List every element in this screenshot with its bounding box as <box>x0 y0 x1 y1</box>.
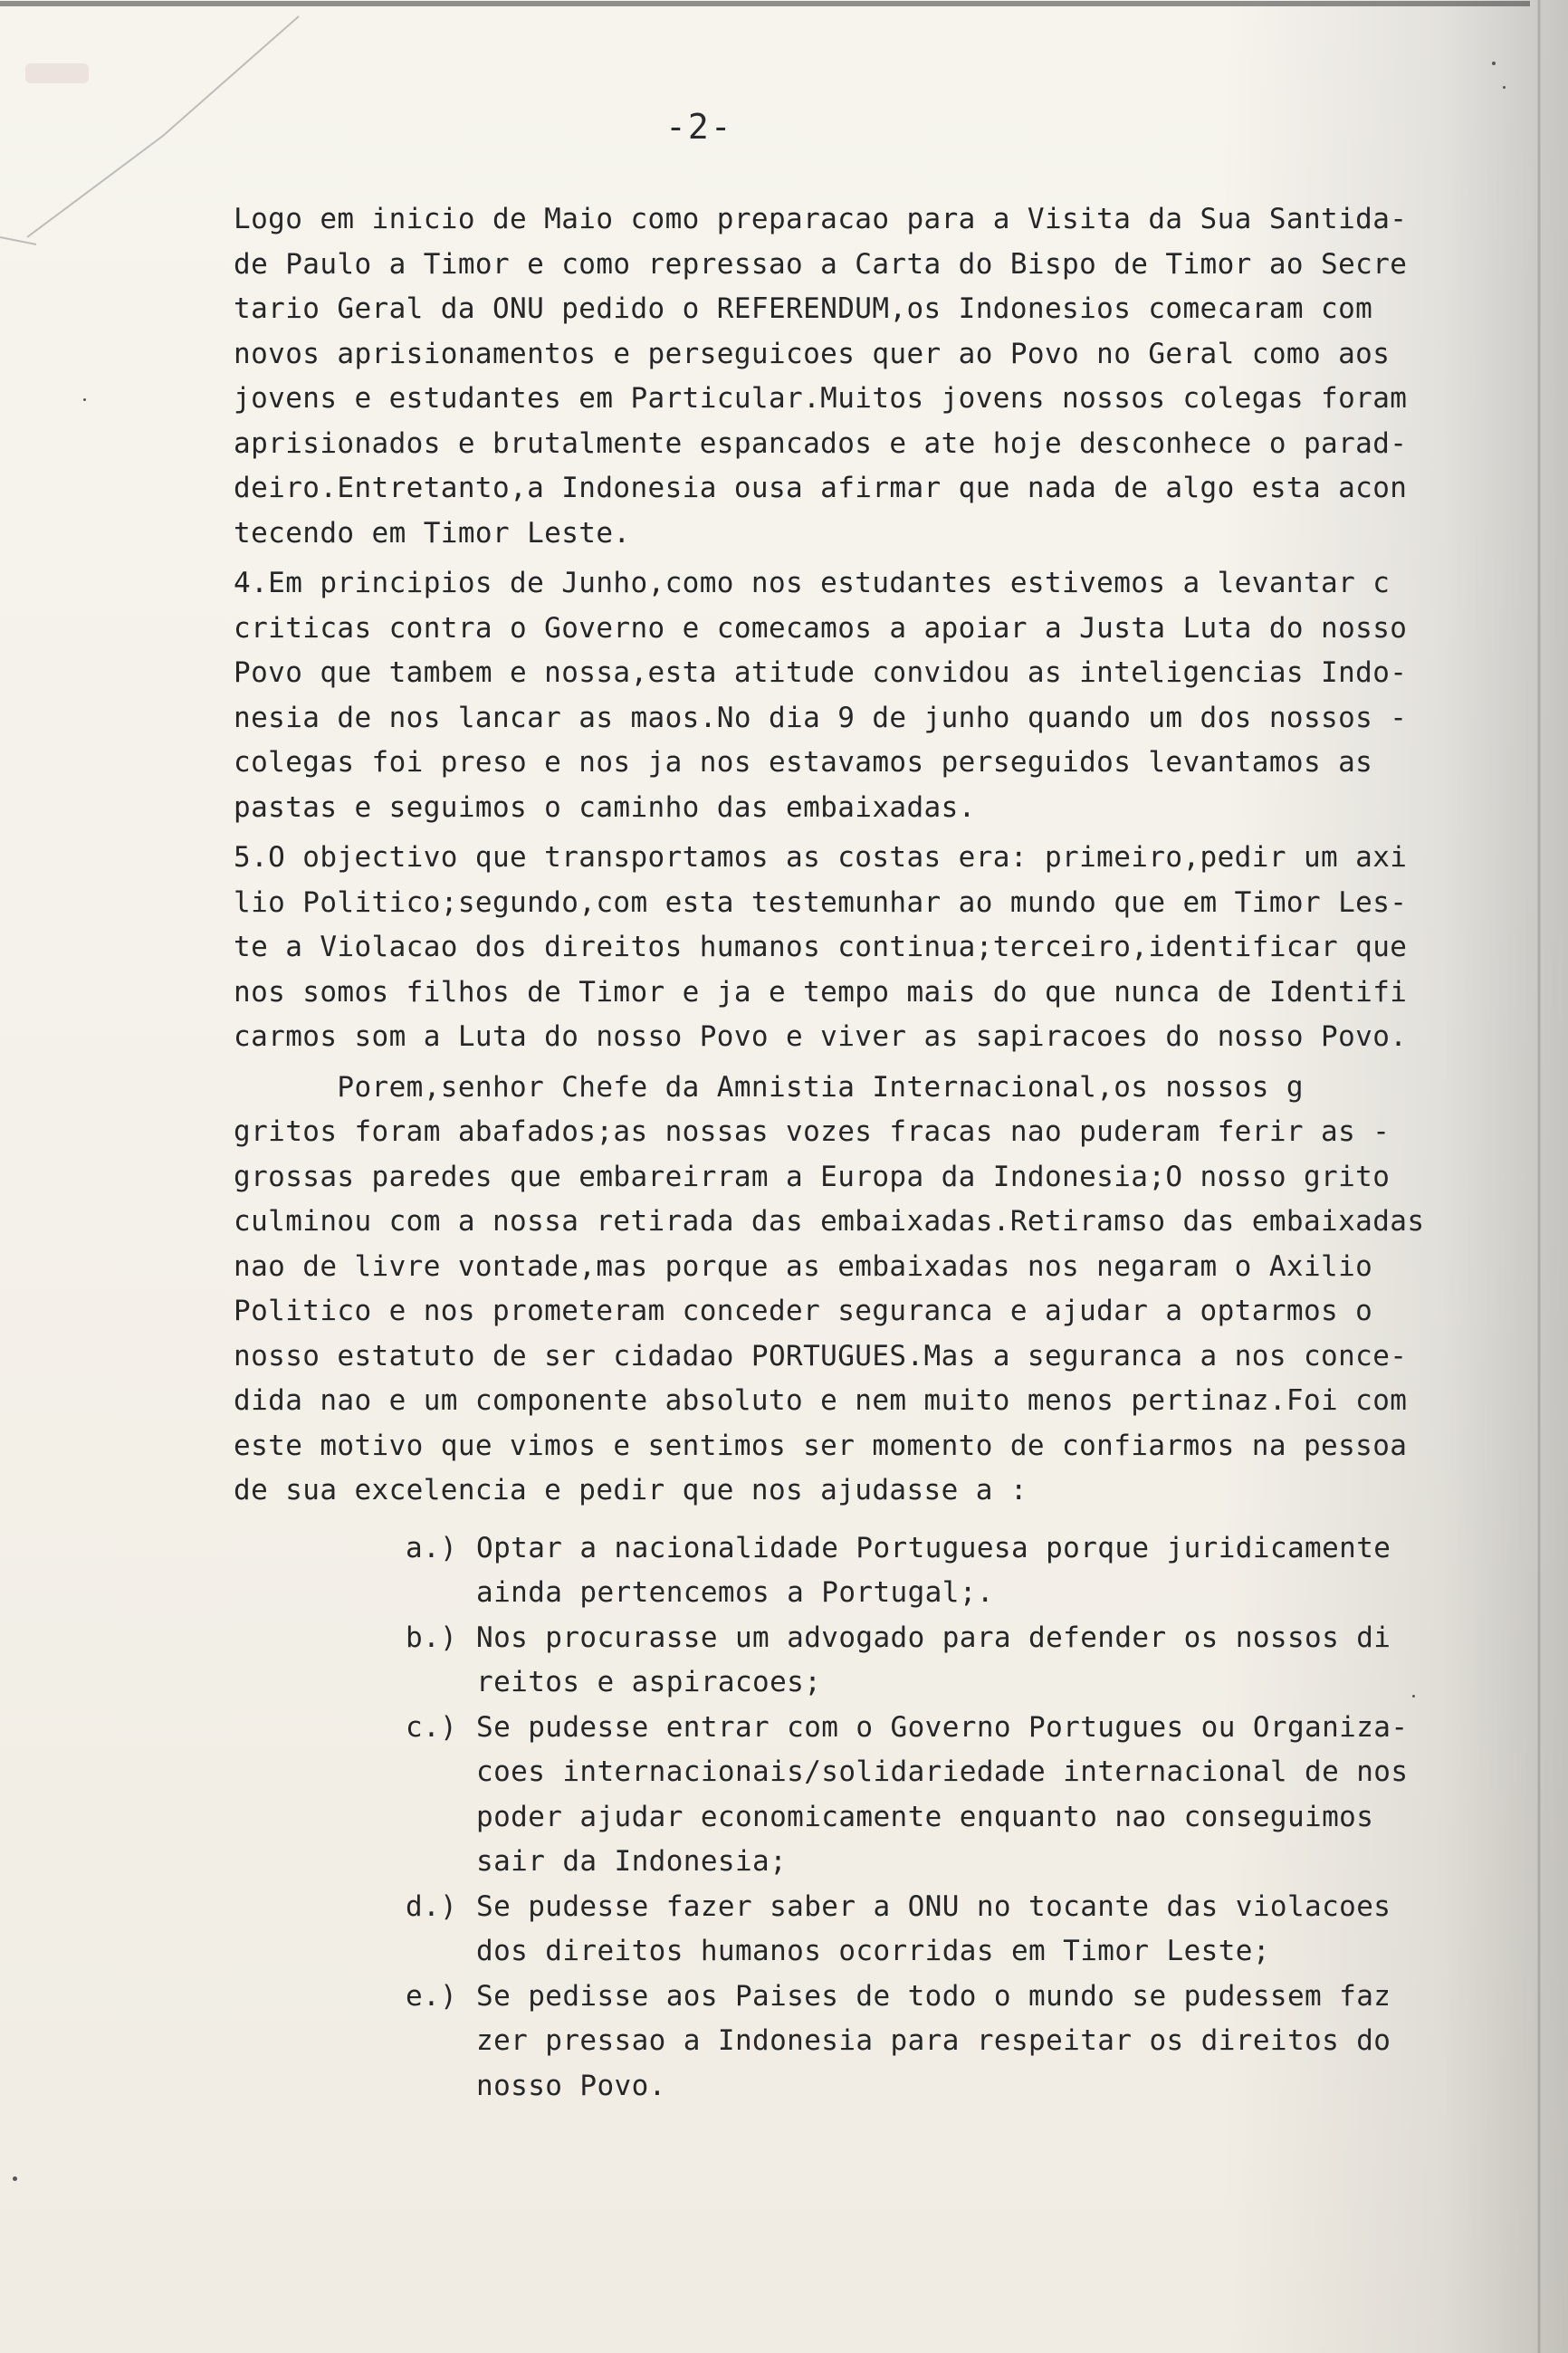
text-line: te a Violacao dos direitos humanos continua;terceiro,identificar que <box>234 931 1408 963</box>
text-line: de Paulo a Timor e como repressao a Carta do Bispo de Timor ao Secre <box>234 247 1408 281</box>
text-line: Politico e nos prometeram conceder seguranca e ajudar a optarmos o <box>234 1295 1373 1327</box>
request-text <box>476 1526 1391 1616</box>
request-label: b.) <box>406 1621 458 1654</box>
text-line: gritos foram abafados;as nossas vozes fracas nao puderam ferir as - <box>234 1115 1391 1148</box>
ink-speck <box>1503 86 1506 89</box>
paragraph-5 <box>234 836 1474 1060</box>
request-text <box>476 1975 1391 2109</box>
text-line: de sua excelencia e pedir que nos ajudasse a : <box>234 1474 1028 1506</box>
paragraph-appeal <box>234 1066 1474 1514</box>
text-line: Povo que tambem e nossa,esta atitude convidou as inteligencias Indo- <box>234 656 1408 689</box>
request-list <box>406 1526 1474 2109</box>
ink-speck <box>1492 62 1496 65</box>
request-item-e <box>406 1975 1474 2109</box>
page-number: -2- <box>665 107 733 147</box>
text-line: Se pedisse aos Paises de todo o mundo se pudessem faz <box>476 1979 1391 2013</box>
text-line: zer pressao a Indonesia para respeitar os direitos do <box>476 2024 1391 2057</box>
request-item-b <box>406 1616 1474 1706</box>
request-item-c <box>406 1706 1474 1885</box>
text-line: ainda pertencemos a Portugal;. <box>476 1576 994 1609</box>
ink-speck <box>83 398 86 401</box>
text-line: dos direitos humanos ocorridas em Timor Leste; <box>476 1935 1270 1967</box>
text-line: 4.Em principios de Junho,como nos estudantes estivemos a levantar c <box>234 567 1391 599</box>
text-line: Nos procurasse um advogado para defender os nossos di <box>476 1621 1391 1654</box>
text-line: colegas foi preso e nos ja nos estavamos perseguidos levantamos as <box>234 746 1373 779</box>
text-line: Logo em inicio de Maio como preparacao para a Visita da Sua Santida- <box>234 203 1408 235</box>
request-label: c.) <box>406 1710 458 1744</box>
request-label: a.) <box>406 1531 458 1564</box>
request-item-a <box>406 1526 1474 1616</box>
text-line: 5.O objectivo que transportamos as costas era: primeiro,pedir um axi <box>234 841 1408 874</box>
text-line: nao de livre vontade,mas porque as embaixadas nos negaram o Axilio <box>234 1249 1373 1283</box>
text-line: este motivo que vimos e sentimos ser momento de confiarmos na pessoa <box>234 1429 1408 1462</box>
text-line: Optar a nacionalidade Portuguesa porque juridicamente <box>476 1531 1391 1564</box>
text-line: aprisionados e brutalmente espancados e ate hoje desconhece o parad- <box>234 426 1408 460</box>
letter-body <box>234 197 1474 2109</box>
text-line: reitos e aspiracoes; <box>476 1666 822 1698</box>
text-line: culminou com a nossa retirada das embaixadas.Retiramso das embaixadas <box>234 1205 1425 1238</box>
text-line: coes internacionais/solidariedade internacional de nos <box>476 1755 1409 1788</box>
text-line: nos somos filhos de Timor e ja e tempo mais do que nunca de Identifi <box>234 975 1408 1009</box>
text-line: Se pudesse fazer saber a ONU no tocante das violacoes <box>476 1889 1391 1923</box>
text-line: tecendo em Timor Leste. <box>234 516 631 550</box>
request-text <box>476 1706 1408 1885</box>
text-line: sair da Indonesia; <box>476 1845 788 1878</box>
paragraph-intro <box>234 197 1474 556</box>
text-line: lio Politico;segundo,com esta testemunhar ao mundo que em Timor Les- <box>234 885 1408 919</box>
text-line: jovens e estudantes em Particular.Muitos jovens nossos colegas foram <box>234 382 1408 415</box>
text-line: poder ajudar economicamente enquanto nao conseguimos <box>476 1800 1374 1833</box>
paragraph-4 <box>234 561 1474 830</box>
text-line: Se pudesse entrar com o Governo Portugues ou Organiza- <box>476 1710 1409 1744</box>
request-label: d.) <box>406 1889 458 1923</box>
text-line: nosso estatuto de ser cidadao PORTUGUES.Mas a seguranca a nos conce- <box>234 1339 1408 1373</box>
text-line: deiro.Entretanto,a Indonesia ousa afirmar que nada de algo esta acon <box>234 472 1408 504</box>
ink-speck <box>13 2176 17 2181</box>
text-line: Porem,senhor Chefe da Amnistia Internacional,os nossos g <box>234 1070 1304 1104</box>
text-line: pastas e seguimos o caminho das embaixadas. <box>234 790 976 824</box>
request-label: e.) <box>406 1979 458 2013</box>
text-line: criticas contra o Governo e comecamos a apoiar a Justa Luta do nosso <box>234 611 1408 645</box>
request-text <box>476 1616 1391 1706</box>
text-line: nesia de nos lancar as maos.No dia 9 de junho quando um dos nossos - <box>234 701 1408 734</box>
text-line: carmos som a Luta do nosso Povo e viver as sapiracoes do nosso Povo. <box>234 1020 1408 1053</box>
text-line: dida nao e um componente absoluto e nem muito menos pertinaz.Foi com <box>234 1384 1408 1417</box>
text-line: grossas paredes que embareirram a Europa da Indonesia;O nosso grito <box>234 1160 1391 1193</box>
text-line: novos aprisionamentos e perseguicoes quer ao Povo no Geral como aos <box>234 337 1391 370</box>
text-line: tario Geral da ONU pedido o REFERENDUM,os Indonesios comecaram com <box>234 292 1373 325</box>
request-text <box>476 1885 1391 1975</box>
request-item-d <box>406 1885 1474 1975</box>
text-line: nosso Povo. <box>476 2069 666 2102</box>
